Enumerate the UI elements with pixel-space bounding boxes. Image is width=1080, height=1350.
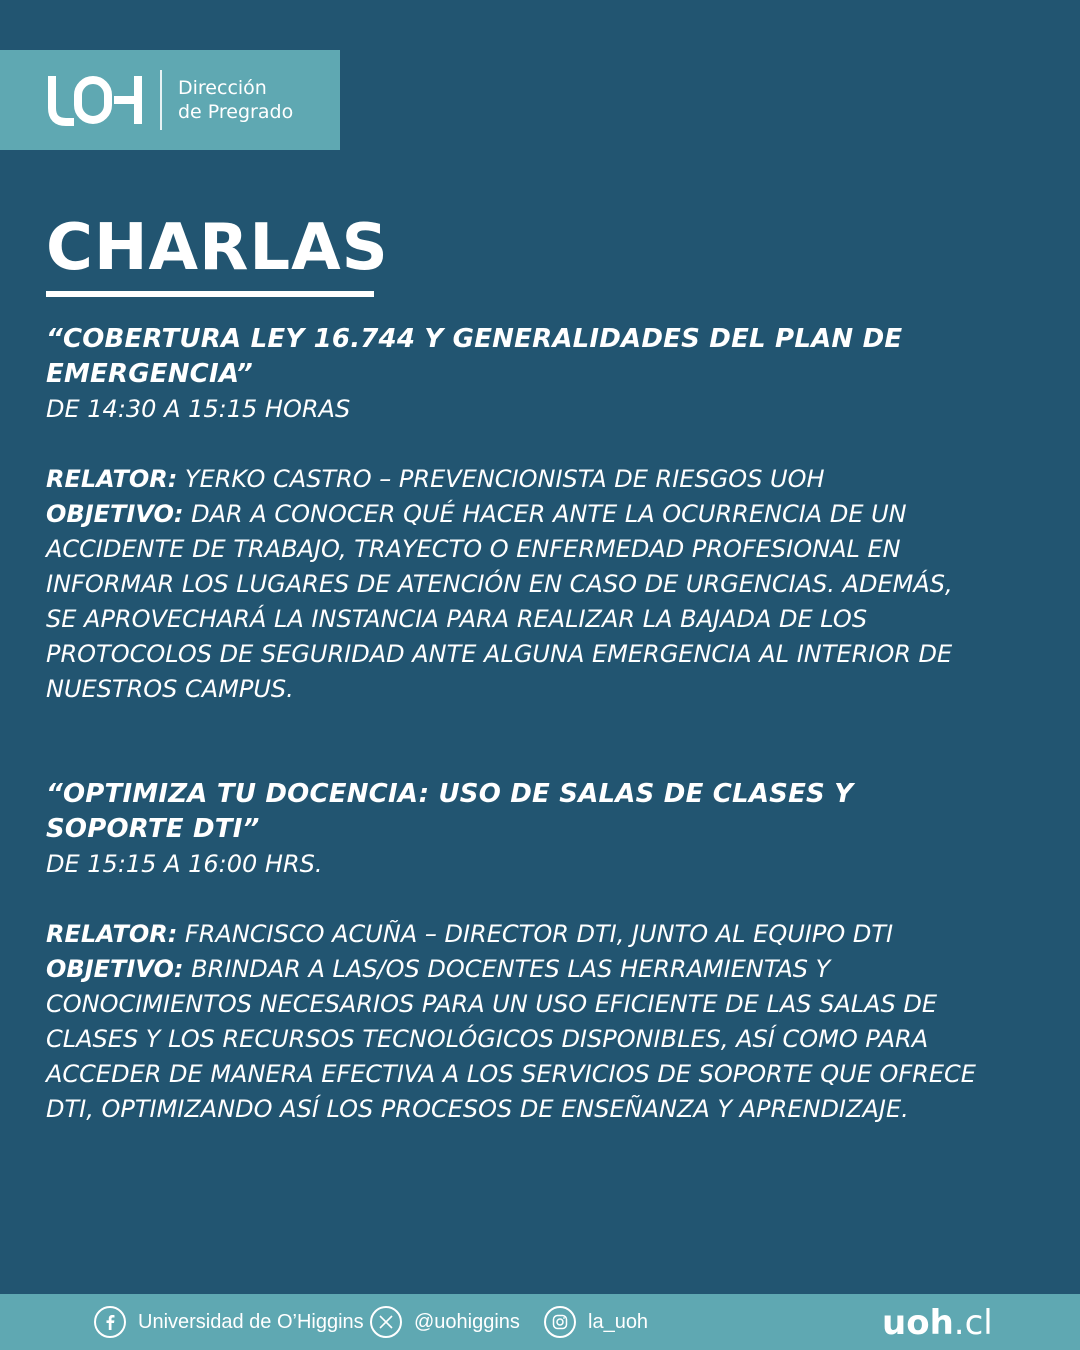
talk-2-speaker-text: FRANCISCO ACUÑA – DIRECTOR DTI, JUNTO AL EQUIPO DTI (177, 920, 894, 948)
talk-2-objective-label: OBJETIVO: (46, 955, 184, 983)
talk-2-objective (46, 952, 986, 1127)
unit-name (178, 76, 293, 124)
uoh-logo (48, 74, 148, 126)
instagram-icon (544, 1306, 576, 1338)
talk-1-speaker (46, 462, 986, 497)
talk-1-speaker-label: RELATOR: (46, 465, 178, 493)
talk-1-header (46, 322, 986, 427)
footer-x-link[interactable] (370, 1304, 520, 1340)
unit-line-2: de Pregrado (178, 101, 294, 123)
talk-1-objective-text: DAR A CONOCER QUÉ HACER ANTE LA OCURRENCIA DE UN ACCIDENTE DE TRABAJO, TRAYECTO O ENFERMEDAD PROFESIONAL EN INFORMAR LOS LUGARES DE ATENCIÓN EN CASO DE URGENCIAS. ADEMÁS, SE APROVECHARÁ LA INSTANCIA PARA REALIZAR LA BAJADA DE LOS PROTOCOLOS DE SEGURIDAD ANTE ALGUNA EMERGENCIA AL INTERIOR DE NUESTROS CAMPUS. (46, 500, 953, 703)
talk-2-time: DE 15:15 A 16:00 HRS. (46, 850, 323, 878)
talk-2-header (46, 777, 986, 882)
website-link[interactable] (882, 1300, 993, 1346)
site-domain: uoh (882, 1303, 954, 1343)
unit-line-1: Dirección (178, 77, 267, 99)
talk-1-objective-label: OBJETIVO: (46, 500, 184, 528)
talk-1-objective (46, 497, 986, 707)
talk-1-details (46, 462, 986, 707)
talk-2-title: “OPTIMIZA TU DOCENCIA: USO DE SALAS DE CLASES Y SOPORTE DTI” (46, 779, 854, 844)
footer-instagram-link[interactable] (544, 1304, 648, 1340)
talk-2-details (46, 917, 986, 1127)
talk-1-title: “COBERTURA LEY 16.744 Y GENERALIDADES DEL PLAN DE EMERGENCIA” (46, 324, 903, 389)
talk-2-objective-text: BRINDAR A LAS/OS DOCENTES LAS HERRAMIENTAS Y CONOCIMIENTOS NECESARIOS PARA UN USO EFICIENTE DE LAS SALAS DE CLASES Y LOS RECURSOS TECNOLÓGICOS DISPONIBLES, ASÍ COMO PARA ACCEDER DE MANERA EFECTIVA A LOS SERVICIOS DE SOPORTE QUE OFRECE DTI, OPTIMIZANDO ASÍ LOS PROCESOS DE ENSEÑANZA Y APRENDIZAJE. (46, 955, 976, 1123)
footer-facebook-link[interactable] (94, 1304, 364, 1340)
x-icon (370, 1306, 402, 1338)
page-title: CHARLAS (46, 211, 389, 285)
facebook-label: Universidad de O’Higgins (138, 1310, 364, 1333)
talk-1-speaker-text: YERKO CASTRO – PREVENCIONISTA DE RIESGOS UOH (177, 465, 825, 493)
logo-divider (160, 70, 162, 130)
x-label: @uohiggins (414, 1310, 520, 1333)
talk-2-speaker-label: RELATOR: (46, 920, 178, 948)
site-tld: .cl (953, 1303, 993, 1343)
facebook-icon (94, 1306, 126, 1338)
instagram-label: la_uoh (588, 1310, 649, 1333)
talk-2-speaker (46, 917, 986, 952)
title-underline (46, 291, 374, 297)
talk-1-time: DE 14:30 A 15:15 HORAS (46, 395, 351, 423)
